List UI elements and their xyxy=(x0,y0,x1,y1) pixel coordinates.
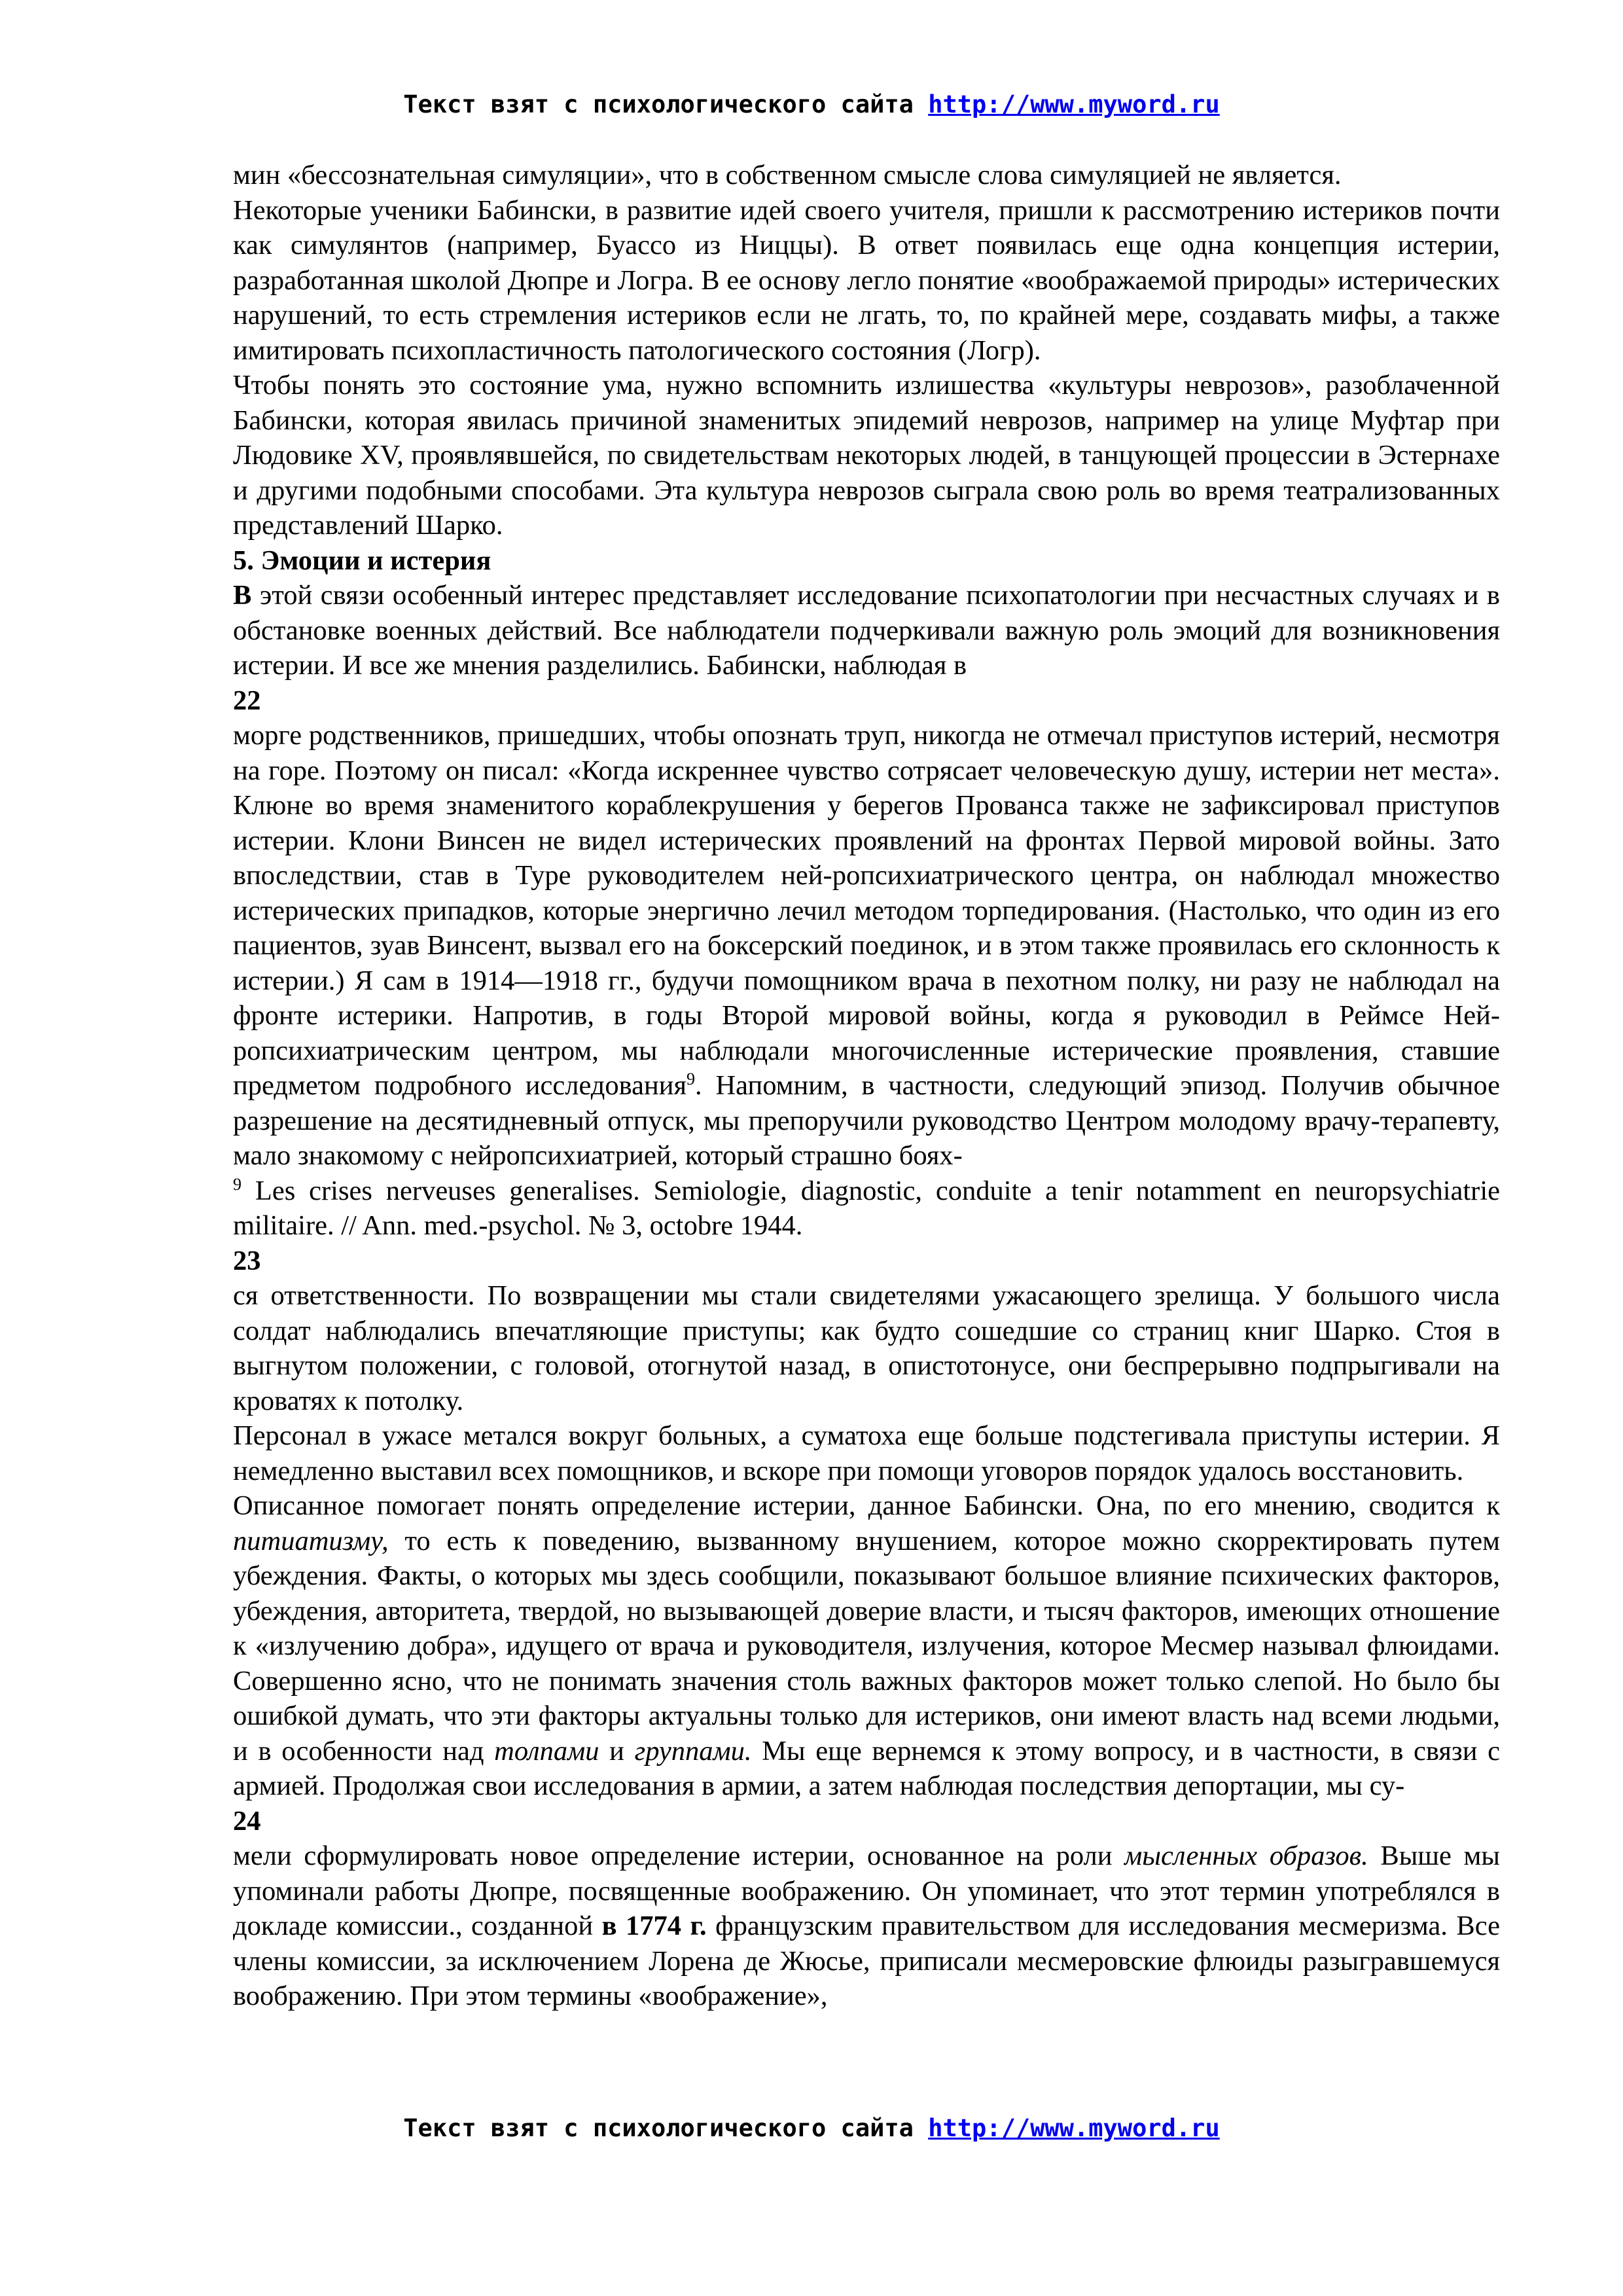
footnote-text: Les crises nerveuses generalises. Semiologie, diagnostic, conduite a tenir notamment en neuropsychiatrie militaire. // Ann. med.-psychol. № 3, octobre 1944. xyxy=(233,1175,1500,1241)
page-header xyxy=(0,90,1623,118)
page-footer xyxy=(0,2114,1623,2142)
italic-term: питиатизму, xyxy=(233,1525,389,1556)
paragraph xyxy=(233,718,1500,1174)
paragraph: Персонал в ужасе метался вокруг больных, а суматоха еще больше подстегивала приступы истерии. Я немедленно выставил всех помощников, и вскоре при помощи уговоров порядок удалось восстановить. xyxy=(233,1420,1500,1486)
paragraph: ся ответственности. По возвращении мы стали свидетелями ужасающего зрелища. У большого числа солдат наблюдались впечатляющие приступы; как будто сошедшие со страниц книг Шарко. Стоя в выгнутом положении, с головой, отогнутой назад, в опистотонусе, они беспрерывно подпрыгивали на кроватях к потолку. xyxy=(233,1280,1500,1416)
paragraph: Некоторые ученики Бабински, в развитие идей своего учителя, пришли к рассмотрению истериков почти как симулянтов (например, Буассо из Ниццы). В ответ появилась еще одна концепция истерии, разработанная школой Дюпре и Логра. В ее основу легло понятие «воображаемой природы» истерических нарушений, то есть стремления истериков если не лгать, то, по крайней мере, создавать мифы, а также имитировать психопластичность патологического состояния (Логр). xyxy=(233,194,1500,366)
footnote xyxy=(233,1174,1500,1244)
paragraph-initial: В xyxy=(233,580,252,611)
paragraph-text: Мы еще вернемся к этому вопросу, и в частности, в связи с армией. Продолжая свои исследования в армии, а затем наблюдая последствия депортации, мы су- xyxy=(233,1735,1501,1801)
footer-link[interactable]: http://www.myword.ru xyxy=(928,2114,1220,2142)
paragraph xyxy=(233,1488,1500,1804)
bold-date: в 1774 г. xyxy=(601,1910,707,1941)
paragraph-text: то есть к поведению, вызванному внушением, которое можно скорректировать путем убеждения. Факты, о которых мы здесь сообщили, показывают большое влияние психических факторов, убеждения, авторитета, твердой, но вызывающей доверие власти, и тысяч факторов, имеющих отношение к «излучению добра», идущего от врача и руководителя, излучения, которое Месмер называл флюидами. Совершенно ясно, что не понимать значения столь важных факторов может только слепой. Но было бы ошибкой думать, что эти факторы актуальны только для истериков, они имеют власть над всеми людьми, и в особенности над xyxy=(233,1525,1500,1767)
footer-text: Текст взят с психологического сайта xyxy=(403,2114,929,2142)
paragraph-text: Выше мы упоминали работы Дюпре, посвященные воображению. Он упоминает, что этот термин употреблялся в докладе комиссии., созданной xyxy=(233,1840,1500,1941)
paragraph-text: французским правительством для исследования месмеризма. Все члены комиссии, за исключением Лорена де Жюсье, приписали месмеровские флюиды разыгравшемуся воображению. При этом термины «воображение», xyxy=(233,1910,1500,2011)
paragraph-text: мели сформулировать новое определение истерии, основанное на роли xyxy=(233,1840,1125,1871)
paragraph-text: этой связи особенный интерес представляет исследование психопатологии при несчастных случаях и в обстановке военных действий. Все наблюдатели подчеркивали важную роль эмоций для возникновения истерии. И все же мнения разделились. Бабински, наблюдая в xyxy=(233,580,1500,681)
header-text: Текст взят с психологического сайта xyxy=(403,90,929,118)
italic-term: толпами xyxy=(494,1735,599,1767)
paragraph-text: и xyxy=(599,1735,635,1767)
paragraph-text: . Напомним, в частности, следующий эпизод. Получив обычное разрешение на десятидневный отпуск, мы препоручили руководство Центром молодому врачу-терапевту, мало знакомому с нейропсихиатрией, который страшно боях- xyxy=(233,1070,1500,1171)
header-link[interactable]: http://www.myword.ru xyxy=(928,90,1220,118)
paragraph: мин «бессознательная симуляции», что в собственном смысле слова симуляцией не является. xyxy=(233,160,1342,190)
paragraph-text: Описанное помогает понять определение истерии, данное Бабински. Она, по его мнению, сводится к xyxy=(233,1490,1500,1521)
paragraph-text: морге родственников, пришедших, чтобы опознать труп, никогда не отмечал приступов истерий, несмотря на горе. Поэтому он писал: «Когда искреннее чувство сотрясает человеческую душу, истерии нет места». Клюне во время знаменитого кораблекрушения у берегов Прованса также не зафиксировал приступов истерии. Клони Винсен не видел истерических проявлений на фронтах Первой мировой войны. Зато впоследствии, став в Туре руководителем ней-ропсихиатрического центра, он наблюдал множество истерических припадков, которые энергично лечил методом торпедирования. (Настолько, что один из его пациентов, зуав Винсент, вызвал его на боксерский поединок, и в этом также проявилась его склонность к истерии.) Я сам в 1914—1918 гг., будучи помощником врача в пехотном полку, ни разу не наблюдал на фронте истерики. Напротив, в годы Второй мировой войны, когда я руководил в Реймсе Ней-ропсихиатрическим центром, мы наблюдали многочисленные истерические проявления, ставшие предметом подробного исследования xyxy=(233,720,1500,1101)
italic-term: мысленных образов. xyxy=(1124,1840,1368,1871)
page-number: 23 xyxy=(233,1245,261,1276)
paragraph xyxy=(233,1839,1500,2014)
italic-term: группами. xyxy=(634,1735,752,1767)
footnote-mark: 9 xyxy=(233,1174,241,1194)
page-number: 22 xyxy=(233,685,261,716)
footnote-reference: 9 xyxy=(687,1069,696,1088)
paragraph xyxy=(233,578,1500,683)
paragraph: Чтобы понять это состояние ума, нужно вспомнить излишества «культуры неврозов», разоблаченной Бабински, которая явилась причиной знаменитых эпидемий неврозов, например на улице Муфтар при Людовике XV, проявлявшейся, по свидетельствам некоторых людей, в танцующей процессии в Эстернахе и другими подобными способами. Эта культура неврозов сыграла свою роль во время театрализованных представлений Шарко. xyxy=(233,370,1500,541)
section-heading: 5. Эмоции и истерия xyxy=(233,545,491,576)
body-text xyxy=(233,158,1500,2014)
page-number: 24 xyxy=(233,1805,261,1837)
